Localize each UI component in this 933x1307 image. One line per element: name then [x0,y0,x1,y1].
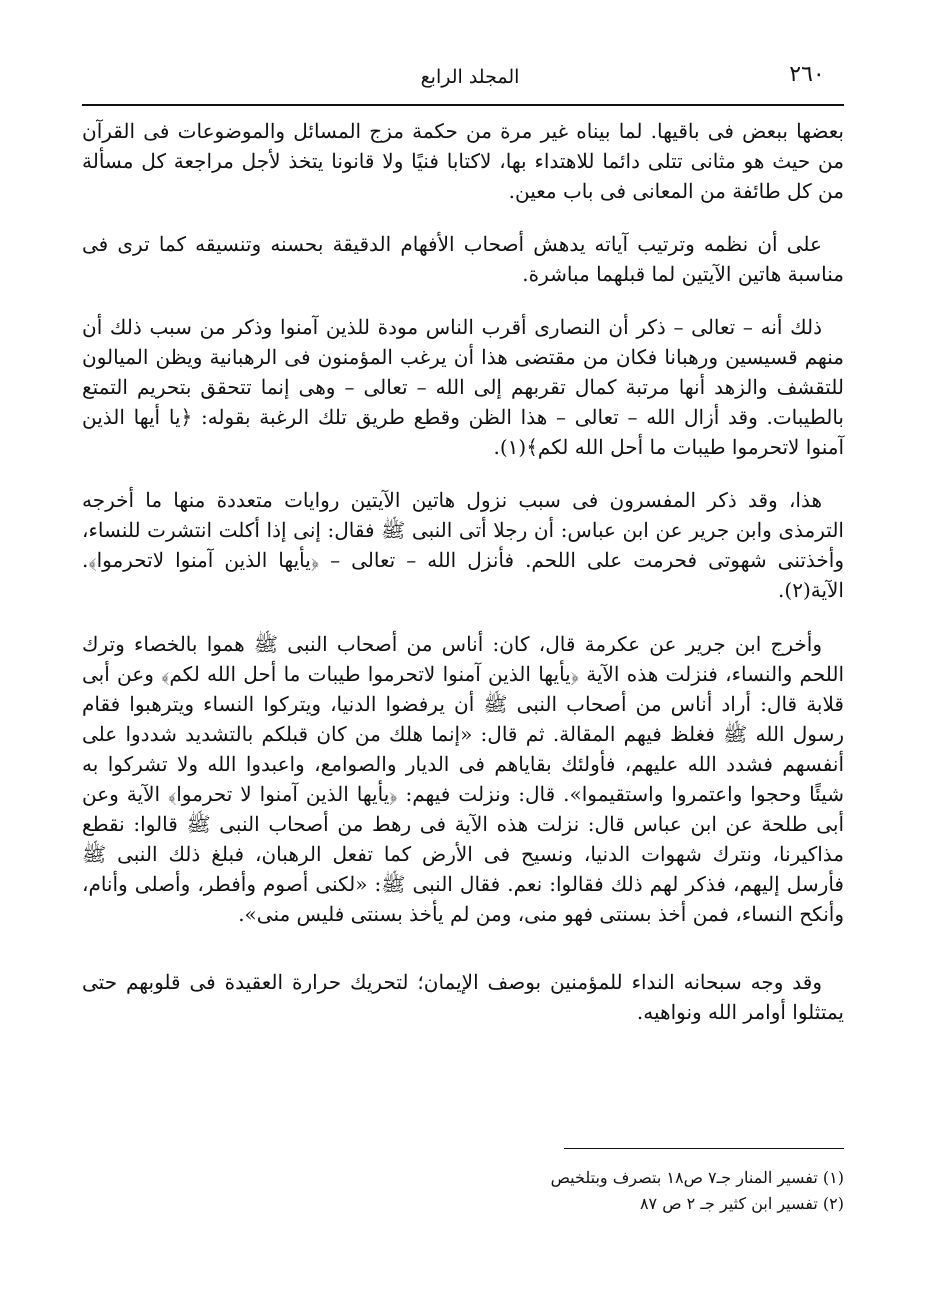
paragraph-5: وأخرج ابن جرير عن عكرمة قال، كان: أناس من أصحاب النبى ﷺ هموا بالخصاء وترك اللحم والنساء، فنزلت هذه الآية ﴿يأيها الذين آمنوا لاتحرموا طيبات ما أحل الله لكم﴾ وعن أبى قلابة قال: أراد أناس من أصحاب النبى ﷺ أن يرفضوا الدنيا، ويتركوا النساء ويترهبوا فقام رسول الله ﷺ فغلظ فيهم المقالة. ثم قال: «إنما هلك من كان قبلكم بالتشديد شددوا على أنفسهم فشدد الله عليهم، فأولئك بقاياهم فى الديار والصوامع، واعبدوا الله ولا تشركوا به شيئًا وحجوا واعتمروا واستقيموا». قال: ونزلت فيهم: ﴿يأيها الذين آمنوا لا تحرموا﴾ الآية وعن أبى طلحة عن ابن عباس قال: نزلت هذه الآية فى رهط من أصحاب النبى ﷺ قالوا: نقطع مذاكيرنا، ونترك شهوات الدنيا، ونسيح فى الأرض كما تفعل الرهبان، فبلغ ذلك النبى ﷺ فأرسل إليهم، فذكر لهم ذلك فقالوا: نعم. فقال النبى ﷺ: «لكنى أصوم وأفطر، وأصلى وأنام، وأنكح النساء، فمن أخذ بسنتى فهو منى، ومن لم يأخذ بسنتى فليس منى». [82,632,844,926]
footnote-1: (١) تفسير المنار جـ٧ ص١٨ بتصرف وبتلخيص [550,1168,844,1187]
running-head: المجلد الرابع [420,66,520,88]
paragraph-4: هذا، وقد ذكر المفسرون فى سبب نزول هاتين الآيتين روايات متعددة منها ما أخرجه الترمذى وابن جرير عن ابن عباس: أن رجلا أتى النبى ﷺ فقال: إنى إذا أكلت انتشرت للنساء، وأخذتنى شهوتى فحرمت على اللحم. فأنزل الله – تعالى – ﴿يأيها الذين آمنوا لاتحرموا﴾. الآية(٢). [82,488,844,602]
footnote-rule [564,1148,844,1149]
body-text [82,116,844,1050]
footnotes [330,1165,844,1217]
paragraph-3: ذلك أنه – تعالى – ذكر أن النصارى أقرب الناس مودة للذين آمنوا وذكر من سبب ذلك أن منهم قسيسين ورهبانا فكان من مقتضى هذا أن يرغب المؤمنون فى الرهبانية ويظن الميالون للتقشف والزهد أنها مرتبة كمال تقربهم إلى الله – تعالى – وهى إنما تتحقق بتحريم التمتع بالطيبات. وقد أزال الله – تعالى – هذا الظن وقطع طريق تلك الرغبة بقوله: ﴿يا أيها الذين آمنوا لاتحرموا طيبات ما أحل الله لكم﴾(١). [82,315,844,459]
paragraph-2: على أن نظمه وترتيب آياته يدهش أصحاب الأفهام الدقيقة بحسنه وتنسيقه كما ترى فى مناسبة هاتين الآيتين لما قبلهما مباشرة. [82,232,844,286]
page-number: ٢٦٠ [789,62,825,87]
footnote-2: (٢) تفسير ابن كثير جـ ٢ ص ٨٧ [639,1194,844,1213]
paragraph-1: بعضها ببعض فى باقيها. لما بيناه غير مرة من حكمة مزج المسائل والموضوعات فى القرآن من حيث هو مثانى تتلى دائما للاهتداء بها، لاكتابا فنيًا ولا قانونا يتخذ لأجل مراجعة كل مسألة من كل طائفة من المعانى فى باب معين. [82,119,844,203]
paragraph-6: وقد وجه سبحانه النداء للمؤمنين بوصف الإيمان؛ لتحريك حرارة العقيدة فى قلوبهم حتى يمتثلوا أوامر الله ونواهيه. [82,970,844,1024]
header-rule [82,104,844,106]
